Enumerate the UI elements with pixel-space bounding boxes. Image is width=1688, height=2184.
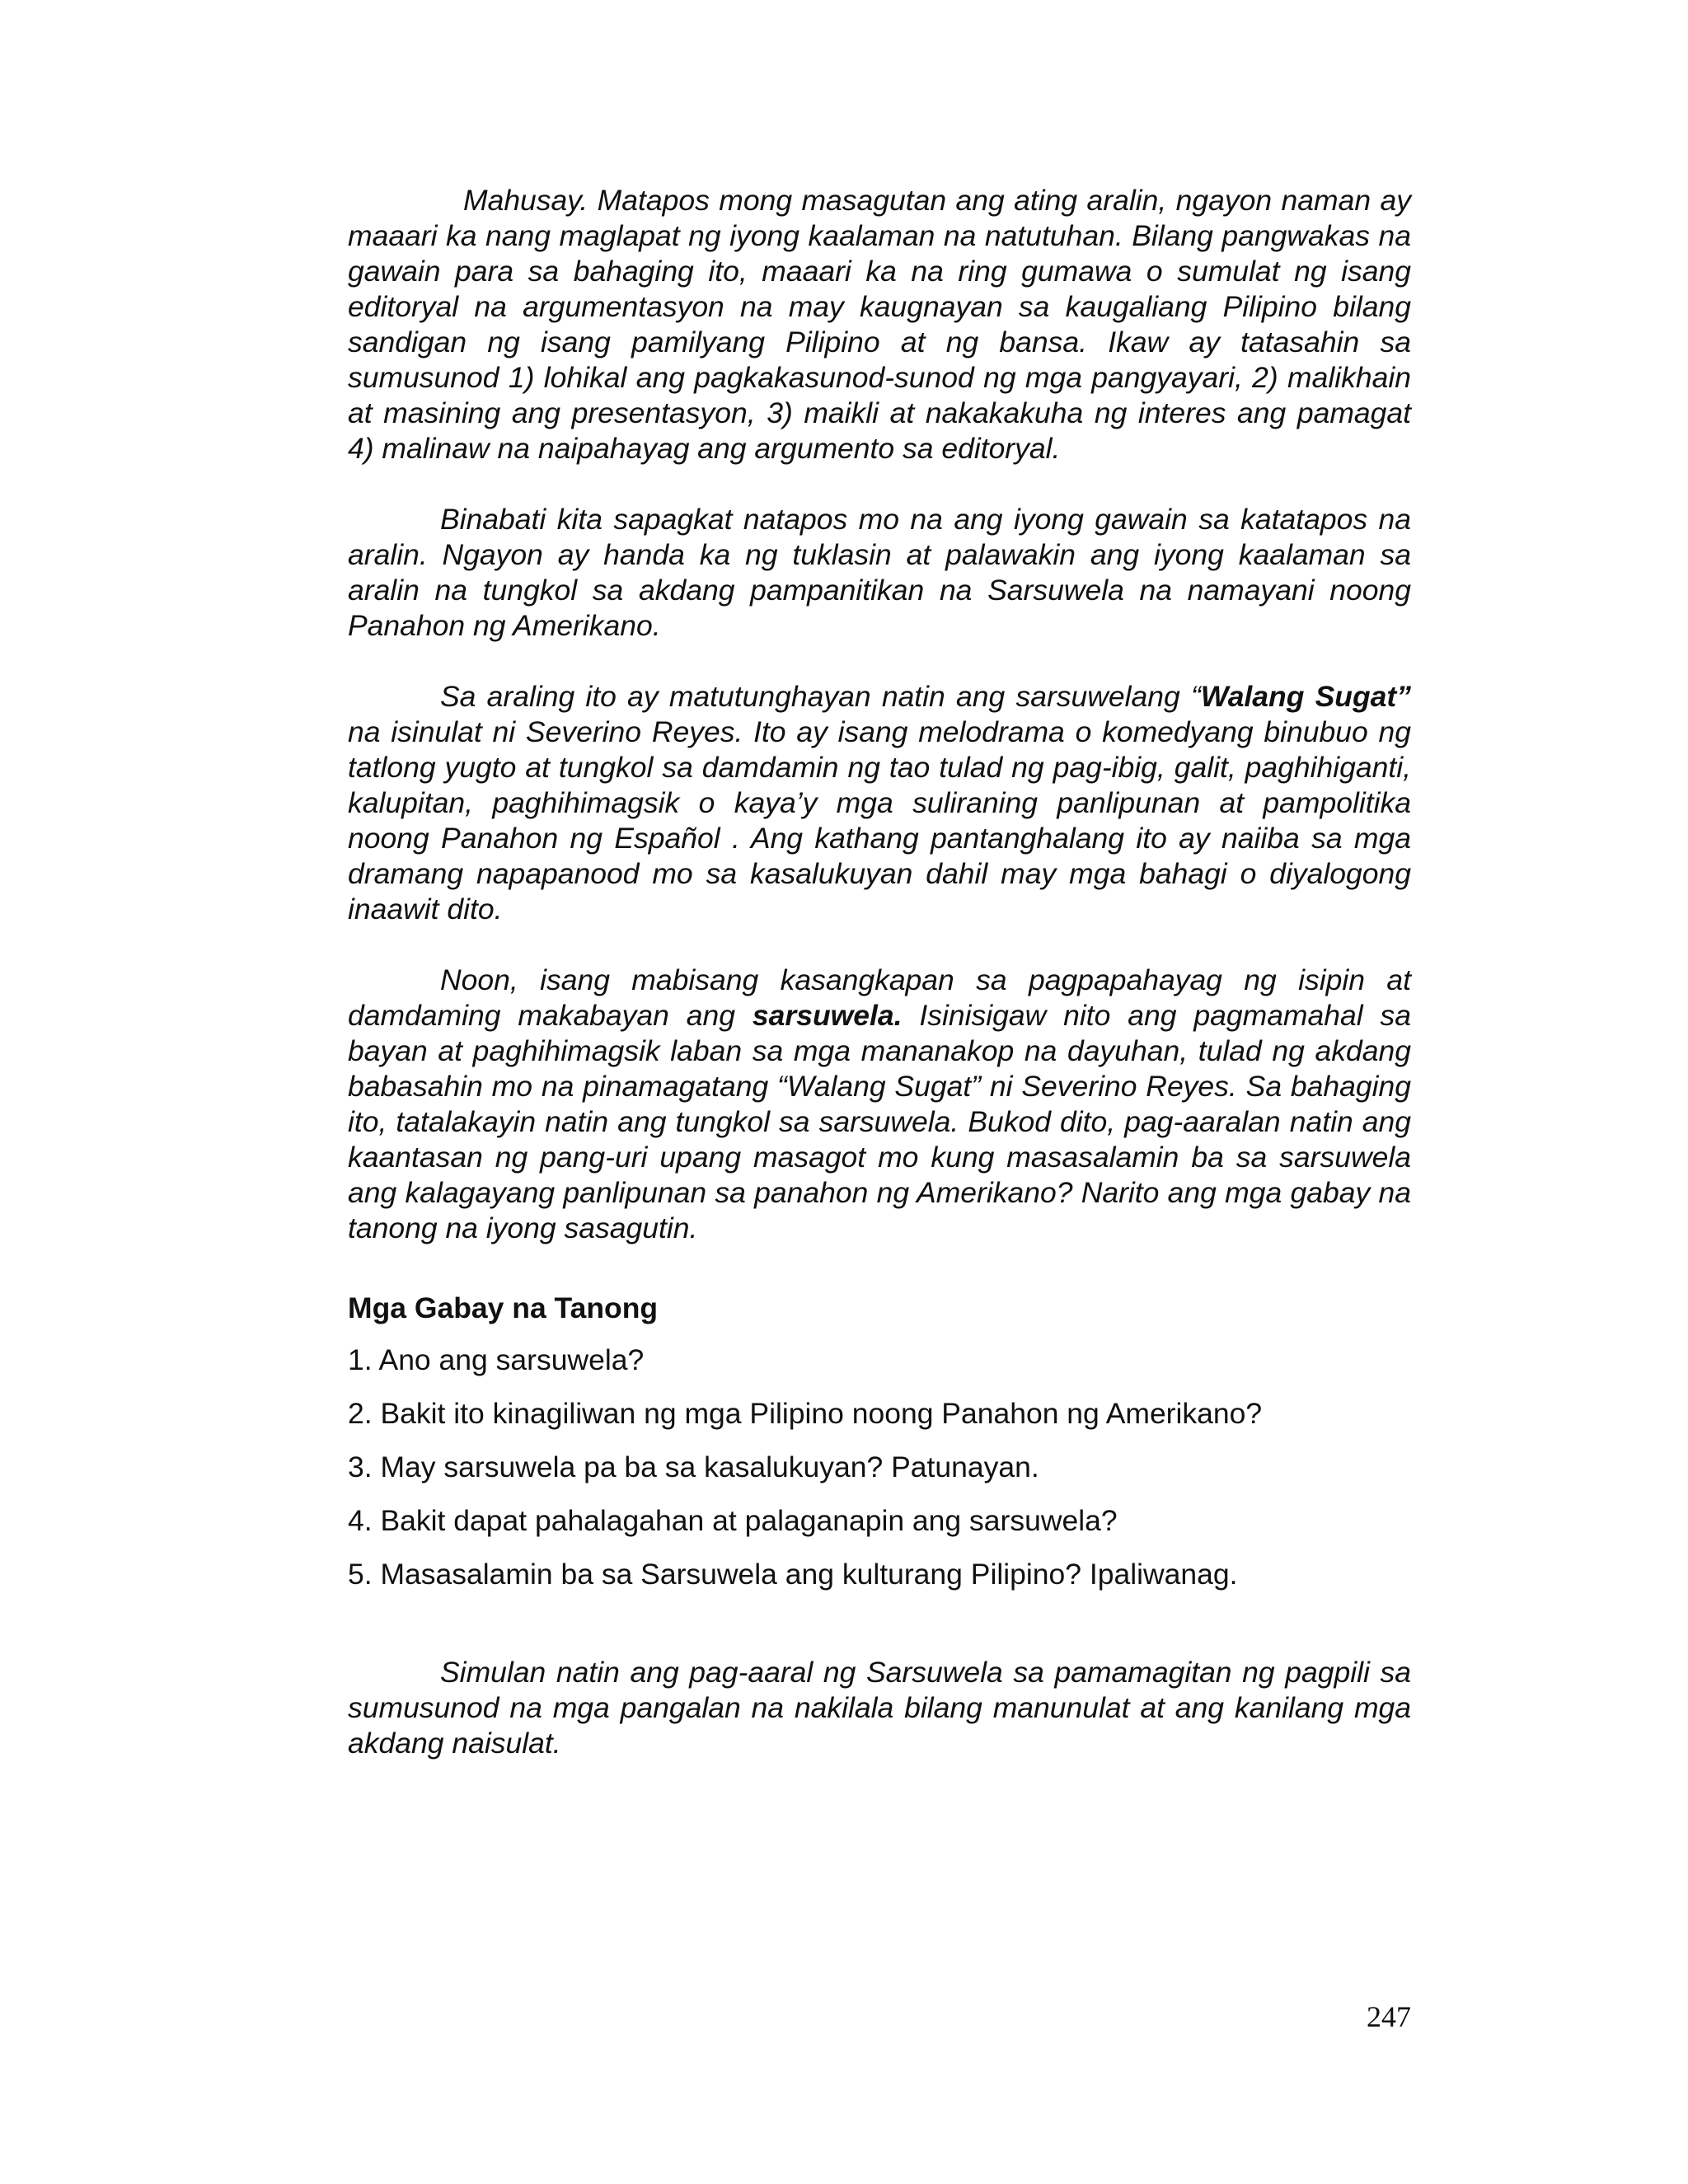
- guide-question-item: 2. Bakit ito kinagiliwan ng mga Pilipino noong Panahon ng Amerikano?: [348, 1397, 1263, 1430]
- paragraph-text: na isinulat ni Severino Reyes. Ito ay isang melodrama o komedyang binubuo ng tatlong yugto at tungkol sa damdamin ng tao tulad ng pag-ibig, galit, paghihiganti, kalupitan, paghihimagsik o kaya’y mga suliraning panlipunan at pampolitika noong Panahon ng Español . Ang kathang pantanghalang ito ay naiiba sa mga dramang napapanood mo sa kasalukuyan dahil may mga bahagi o diyalogong inaawit dito.: [348, 715, 1411, 926]
- paragraph-congratulations: Binabati kita sapagkat natapos mo na ang iyong gawain sa katatapos na aralin. Ngayon ay handa ka ng tuklasin at palawakin ang iyong kaalaman sa aralin na tungkol sa akdang pampanitikan na Sarsuwela na namayani noong Panahon ng Amerikano.: [348, 503, 1411, 642]
- paragraph-text: Noon, isang mabisang kasangkapan sa pagpapahayag ng isipin at damdaming makabayan ang: [348, 963, 1411, 1032]
- paragraph-activity-instructions: Mahusay. Matapos mong masagutan ang ating aralin, ngayon naman ay maaari ka nang maglapat ng iyong kaalaman na natutuhan. Bilang pangwakas na gawain para sa bahaging ito, maaari ka na ring gumawa o sumulat ng isang editoryal na argumentasyon na may kaugnayan sa kaugaliang Pilipino bilang sandigan ng isang pamilyang Pilipino at ng bansa. Ikaw ay tatasahin sa sumusunod 1) lohikal ang pagkakasunod-sunod ng mga pangyayari, 2) malikhain at masining ang presentasyon, 3) maikli at nakakakuha ng interes ang pamagat 4) malinaw na naipahayag ang argumento sa editoryal.: [348, 184, 1411, 465]
- paragraph-walang-sugat-intro: [348, 679, 1411, 927]
- bold-title-walang-sugat: Walang Sugat”: [1200, 680, 1411, 713]
- page-number: 247: [1367, 2000, 1411, 2033]
- paragraph-start-study: Simulan natin ang pag-aaral ng Sarsuwela sa pamamagitan ng pagpili sa sumusunod na mga pangalan na nakilala bilang manunulat at ang kanilang mga akdang naisulat.: [348, 1656, 1411, 1760]
- paragraph-sarsuwela-history: [348, 963, 1411, 1246]
- document-page: [348, 183, 1411, 1761]
- paragraph-text: Sa araling ito ay matutunghayan natin ang sarsuwelang “: [440, 680, 1201, 713]
- section-heading-guide-questions: Mga Gabay na Tanong: [348, 1291, 659, 1324]
- guide-question-item: 1. Ano ang sarsuwela?: [348, 1343, 645, 1376]
- paragraph-text: Isinisigaw nito ang pagmamahal sa bayan at paghihimagsik laban sa mga mananakop na dayuhan, tulad ng akdang babasahin mo na pinamagatang “Walang Sugat” ni Severino Reyes. Sa bahaging ito, tatalakayin natin ang tungkol sa sarsuwela. Bukod dito, pag-aaralan natin ang kaantasan ng pang-uri upang masagot mo kung masasalamin ba sa sarsuwela ang kalagayang panlipunan sa panahon ng Amerikano? Narito ang mga gabay na tanong na iyong sasagutin.: [348, 999, 1412, 1244]
- guide-question-item: 5. Masasalamin ba sa Sarsuwela ang kulturang Pilipino? Ipaliwanag.: [348, 1558, 1238, 1591]
- guide-question-item: 3. May sarsuwela pa ba sa kasalukuyan? Patunayan.: [348, 1451, 1039, 1483]
- guide-question-item: 4. Bakit dapat pahalagahan at palaganapin ang sarsuwela?: [348, 1504, 1118, 1537]
- guide-question-list: [348, 1343, 1411, 1592]
- bold-term-sarsuwela: sarsuwela.: [752, 999, 903, 1032]
